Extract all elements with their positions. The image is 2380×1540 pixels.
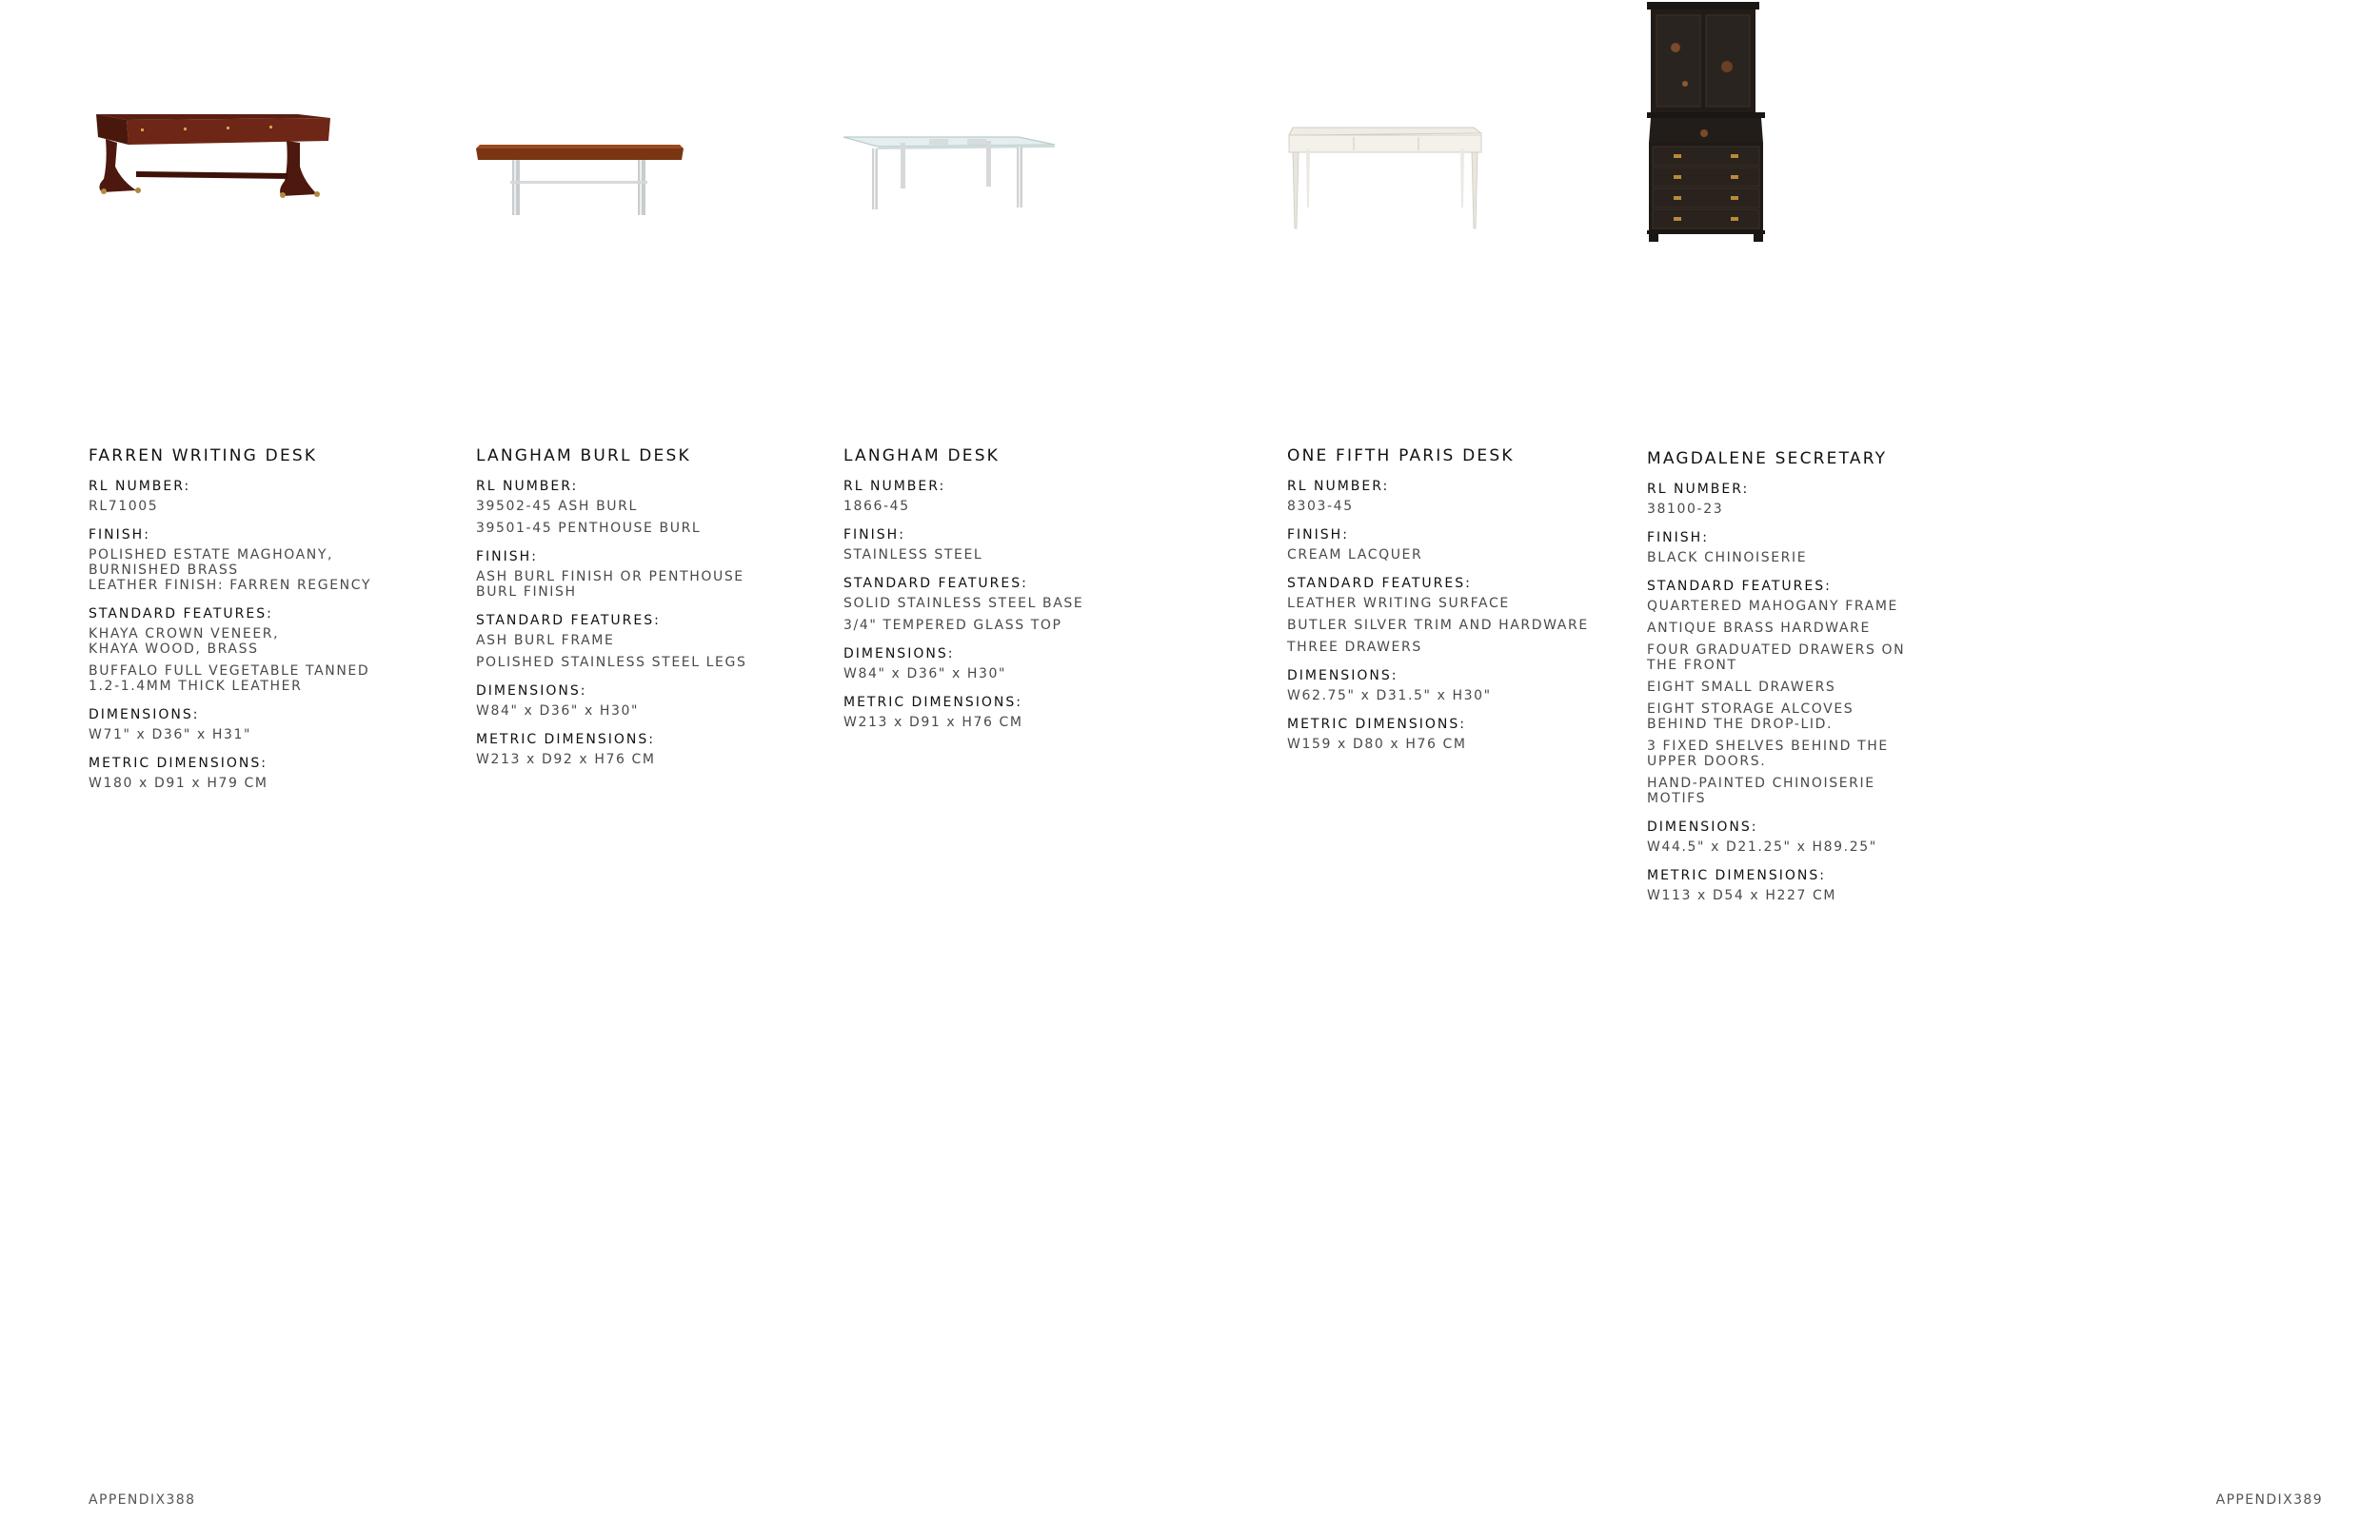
- spec-value-line: 39501-45 PENTHOUSE BURL: [476, 521, 702, 536]
- spec-value-line: CREAM LACQUER: [1287, 547, 1423, 563]
- spec-value-line: ANTIQUE BRASS HARDWARE: [1647, 621, 1871, 636]
- dimensions-label: DIMENSIONS:: [476, 683, 587, 699]
- metric-dimensions-label: METRIC DIMENSIONS:: [843, 695, 1022, 710]
- standard-features-values: [1287, 596, 1630, 655]
- left-page-folio: APPENDIX388: [89, 1492, 196, 1508]
- spec-value-line: EIGHT SMALL DRAWERS: [1647, 680, 1836, 695]
- dimensions-label: DIMENSIONS:: [843, 646, 955, 661]
- standard-features-label: STANDARD FEATURES:: [843, 576, 1028, 591]
- finish-values: [1647, 550, 1990, 565]
- rl-number-label: RL NUMBER:: [1647, 482, 1750, 497]
- rl-number-values: [1647, 502, 1990, 517]
- metric-dimensions-label: METRIC DIMENSIONS:: [89, 756, 268, 771]
- metric-dimensions-value: W113 x D54 x H227 CM: [1647, 888, 1837, 903]
- one-fifth-paris-desk-image: [1287, 0, 1497, 247]
- rl-number-values: [1287, 499, 1630, 514]
- dimensions-value: W84" x D36" x H30": [476, 703, 640, 719]
- product-title: FARREN WRITING DESK: [89, 446, 318, 465]
- metric-dimensions-value: W213 x D91 x H76 CM: [843, 715, 1023, 730]
- langham-burl-desk-image: [476, 0, 704, 247]
- spec-value-line: 38100-23: [1647, 502, 1724, 517]
- spec-value-line: BUTLER SILVER TRIM AND HARDWARE: [1287, 618, 1589, 633]
- spec-value-line: BLACK CHINOISERIE: [1647, 550, 1808, 565]
- dimensions-value: W62.75" x D31.5" x H30": [1287, 688, 1492, 703]
- standard-features-values: [843, 596, 1186, 633]
- spec-value-line: BUFFALO FULL VEGETABLE TANNED 1.2-1.4MM THICK LEATHER: [89, 663, 370, 694]
- rl-number-label: RL NUMBER:: [843, 479, 946, 494]
- farren-writing-desk-image: [89, 0, 336, 247]
- metric-dimensions-label: METRIC DIMENSIONS:: [1287, 717, 1466, 732]
- standard-features-values: [1647, 599, 1990, 806]
- spec-value-line: 1866-45: [843, 499, 910, 514]
- spec-value-line: 8303-45: [1287, 499, 1354, 514]
- product-title: MAGDALENE SECRETARY: [1647, 449, 1888, 468]
- spec-value-line: SOLID STAINLESS STEEL BASE: [843, 596, 1084, 611]
- spec-value-line: LEATHER WRITING SURFACE: [1287, 596, 1510, 611]
- spec-value-line: HAND-PAINTED CHINOISERIE MOTIFS: [1647, 776, 1875, 806]
- finish-label: FINISH:: [89, 527, 150, 543]
- rl-number-label: RL NUMBER:: [1287, 479, 1390, 494]
- spec-value-line: 3/4" TEMPERED GLASS TOP: [843, 618, 1062, 633]
- finish-values: [89, 547, 431, 593]
- dimensions-value: W84" x D36" x H30": [843, 666, 1007, 681]
- rl-number-values: [476, 499, 819, 536]
- dimensions-label: DIMENSIONS:: [89, 707, 200, 722]
- standard-features-label: STANDARD FEATURES:: [476, 613, 661, 628]
- standard-features-label: STANDARD FEATURES:: [1287, 576, 1472, 591]
- spec-value-line: POLISHED STAINLESS STEEL LEGS: [476, 655, 747, 670]
- finish-label: FINISH:: [476, 549, 538, 564]
- rl-number-values: [843, 499, 1186, 514]
- dimensions-label: DIMENSIONS:: [1287, 668, 1398, 683]
- standard-features-label: STANDARD FEATURES:: [89, 606, 273, 622]
- finish-label: FINISH:: [843, 527, 905, 543]
- spec-value-line: QUARTERED MAHOGANY FRAME: [1647, 599, 1898, 614]
- standard-features-label: STANDARD FEATURES:: [1647, 579, 1832, 594]
- langham-desk-image: [843, 0, 1072, 247]
- spec-value-line: FOUR GRADUATED DRAWERS ON THE FRONT: [1647, 642, 1906, 673]
- spec-value-line: 39502-45 ASH BURL: [476, 499, 638, 514]
- spec-value-line: ASH BURL FRAME: [476, 633, 615, 648]
- finish-values: [476, 569, 819, 600]
- dimensions-value: W71" x D36" x H31": [89, 727, 252, 742]
- rl-number-label: RL NUMBER:: [476, 479, 579, 494]
- finish-values: [843, 547, 1186, 563]
- spec-value-line: 3 FIXED SHELVES BEHIND THE UPPER DOORS.: [1647, 739, 1889, 769]
- magdalene-secretary-image: [1647, 0, 1780, 247]
- dimensions-value: W44.5" x D21.25" x H89.25": [1647, 839, 1877, 855]
- metric-dimensions-value: W180 x D91 x H79 CM: [89, 776, 268, 791]
- spec-value-line: THREE DRAWERS: [1287, 640, 1422, 655]
- spec-value-line: EIGHT STORAGE ALCOVES BEHIND THE DROP-LID.: [1647, 701, 1854, 732]
- product-title: ONE FIFTH PARIS DESK: [1287, 446, 1515, 465]
- spec-value-line: ASH BURL FINISH OR PENTHOUSE BURL FINISH: [476, 569, 744, 600]
- product-title: LANGHAM BURL DESK: [476, 446, 691, 465]
- metric-dimensions-value: W159 x D80 x H76 CM: [1287, 737, 1467, 752]
- metric-dimensions-label: METRIC DIMENSIONS:: [476, 732, 655, 747]
- product-title: LANGHAM DESK: [843, 446, 1001, 465]
- standard-features-values: [476, 633, 819, 670]
- finish-label: FINISH:: [1647, 530, 1709, 545]
- finish-label: FINISH:: [1287, 527, 1349, 543]
- rl-number-values: [89, 499, 431, 514]
- finish-values: [1287, 547, 1630, 563]
- spec-value-line: STAINLESS STEEL: [843, 547, 983, 563]
- spec-value-line: KHAYA CROWN VENEER, KHAYA WOOD, BRASS: [89, 626, 280, 657]
- spec-value-line: RL71005: [89, 499, 159, 514]
- right-page-folio: APPENDIX389: [2215, 1492, 2323, 1508]
- rl-number-label: RL NUMBER:: [89, 479, 191, 494]
- metric-dimensions-label: METRIC DIMENSIONS:: [1647, 868, 1826, 883]
- dimensions-label: DIMENSIONS:: [1647, 819, 1758, 835]
- standard-features-values: [89, 626, 431, 694]
- metric-dimensions-value: W213 x D92 x H76 CM: [476, 752, 656, 767]
- spec-value-line: POLISHED ESTATE MAGHOANY, BURNISHED BRASS LEATHER FINISH: FARREN REGENCY: [89, 547, 371, 593]
